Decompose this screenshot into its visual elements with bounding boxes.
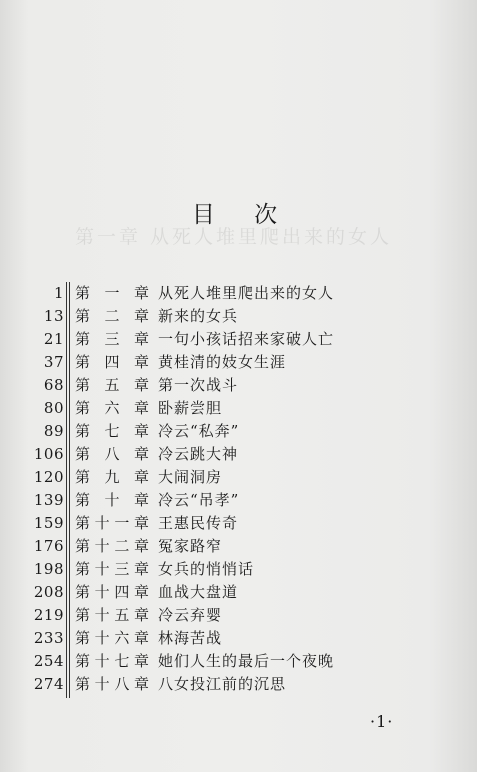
bleed-through-text: 第一章 从死人堆里爬出来的女人 [75,226,393,248]
toc-row [0,650,477,673]
page-number: ·1· [370,712,394,731]
toc-page-number: 159 [33,514,64,532]
toc-chapter-label: 第十六章 [75,629,149,647]
toc-chapter-title: 新来的女兵 [158,307,239,325]
toc-chapter-label: 第三章 [75,330,149,348]
toc-chapter-label: 第四章 [75,353,149,371]
toc-page-number: 80 [43,399,64,417]
toc-chapter-label: 第十章 [75,491,149,509]
toc-chapter-label: 第七章 [75,422,149,440]
toc-chapter-title: 八女投江前的沉思 [158,675,287,693]
toc-chapter-label: 第五章 [75,376,149,394]
toc-page-number: 68 [43,376,64,394]
toc-chapter-label: 第一章 [75,284,149,302]
toc-chapter-title: 从死人堆里爬出来的女人 [158,284,335,302]
toc-page-number: 176 [33,537,64,555]
toc-chapter-title: 一句小孩话招来家破人亡 [158,330,335,348]
toc-page-number: 120 [33,468,64,486]
toc-chapter-label: 第十七章 [75,652,149,670]
toc-chapter-title: 冷云弃婴 [158,606,223,624]
toc-row [0,489,477,512]
toc-row [0,420,477,443]
toc-chapter-label: 第六章 [75,399,149,417]
toc-chapter-title: 她们人生的最后一个夜晚 [158,652,335,670]
toc-chapter-label: 第八章 [75,445,149,463]
toc-chapter-label: 第十四章 [75,583,149,601]
toc-page-number: 106 [33,445,64,463]
toc-chapter-title: 林海苦战 [158,629,223,647]
toc-page-number: 233 [33,629,64,647]
toc-row [0,581,477,604]
toc-page-number: 37 [43,353,64,371]
toc-page-number: 208 [33,583,64,601]
toc-row [0,558,477,581]
toc-page-number: 1 [53,284,64,302]
toc-page-number: 219 [33,606,64,624]
toc-chapter-title: 冷云“吊孝” [158,491,240,509]
toc-page-number: 139 [33,491,64,509]
toc-row [0,535,477,558]
toc-row [0,627,477,650]
page-title: 目 次 [191,202,294,228]
toc-row [0,351,477,374]
toc-chapter-title: 冷云跳大神 [158,445,239,463]
toc-chapter-title: 黄桂清的妓女生涯 [158,353,287,371]
toc-page-number: 21 [43,330,64,348]
toc-chapter-title: 冤家路窄 [158,537,223,555]
toc-chapter-label: 第二章 [75,307,149,325]
toc-row [0,374,477,397]
toc-row [0,328,477,351]
toc-chapter-title: 第一次战斗 [158,376,239,394]
toc-row [0,305,477,328]
toc-page-number: 254 [33,652,64,670]
toc-chapter-label: 第十五章 [75,606,149,624]
toc-chapter-label: 第十八章 [75,675,149,693]
toc-chapter-label: 第十一章 [75,514,149,532]
toc-row [0,604,477,627]
toc-row [0,512,477,535]
toc-page-number: 13 [43,307,64,325]
toc-chapter-title: 卧薪尝胆 [158,399,223,417]
toc-row [0,282,477,305]
toc-chapter-label: 第九章 [75,468,149,486]
toc-page-number: 198 [33,560,64,578]
toc-row [0,397,477,420]
toc-row [0,443,477,466]
toc-chapter-label: 第十三章 [75,560,149,578]
toc-page-number: 89 [43,422,64,440]
toc-chapter-title: 血战大盘道 [158,583,239,601]
toc-chapter-title: 王惠民传奇 [158,514,239,532]
toc-chapter-title: 冷云“私奔” [158,422,240,440]
toc-row [0,673,477,696]
toc-row [0,466,477,489]
toc-chapter-title: 女兵的悄悄话 [158,560,255,578]
table-of-contents [0,282,477,696]
toc-page-number: 274 [33,675,64,693]
toc-chapter-label: 第十二章 [75,537,149,555]
toc-chapter-title: 大闹洞房 [158,468,223,486]
